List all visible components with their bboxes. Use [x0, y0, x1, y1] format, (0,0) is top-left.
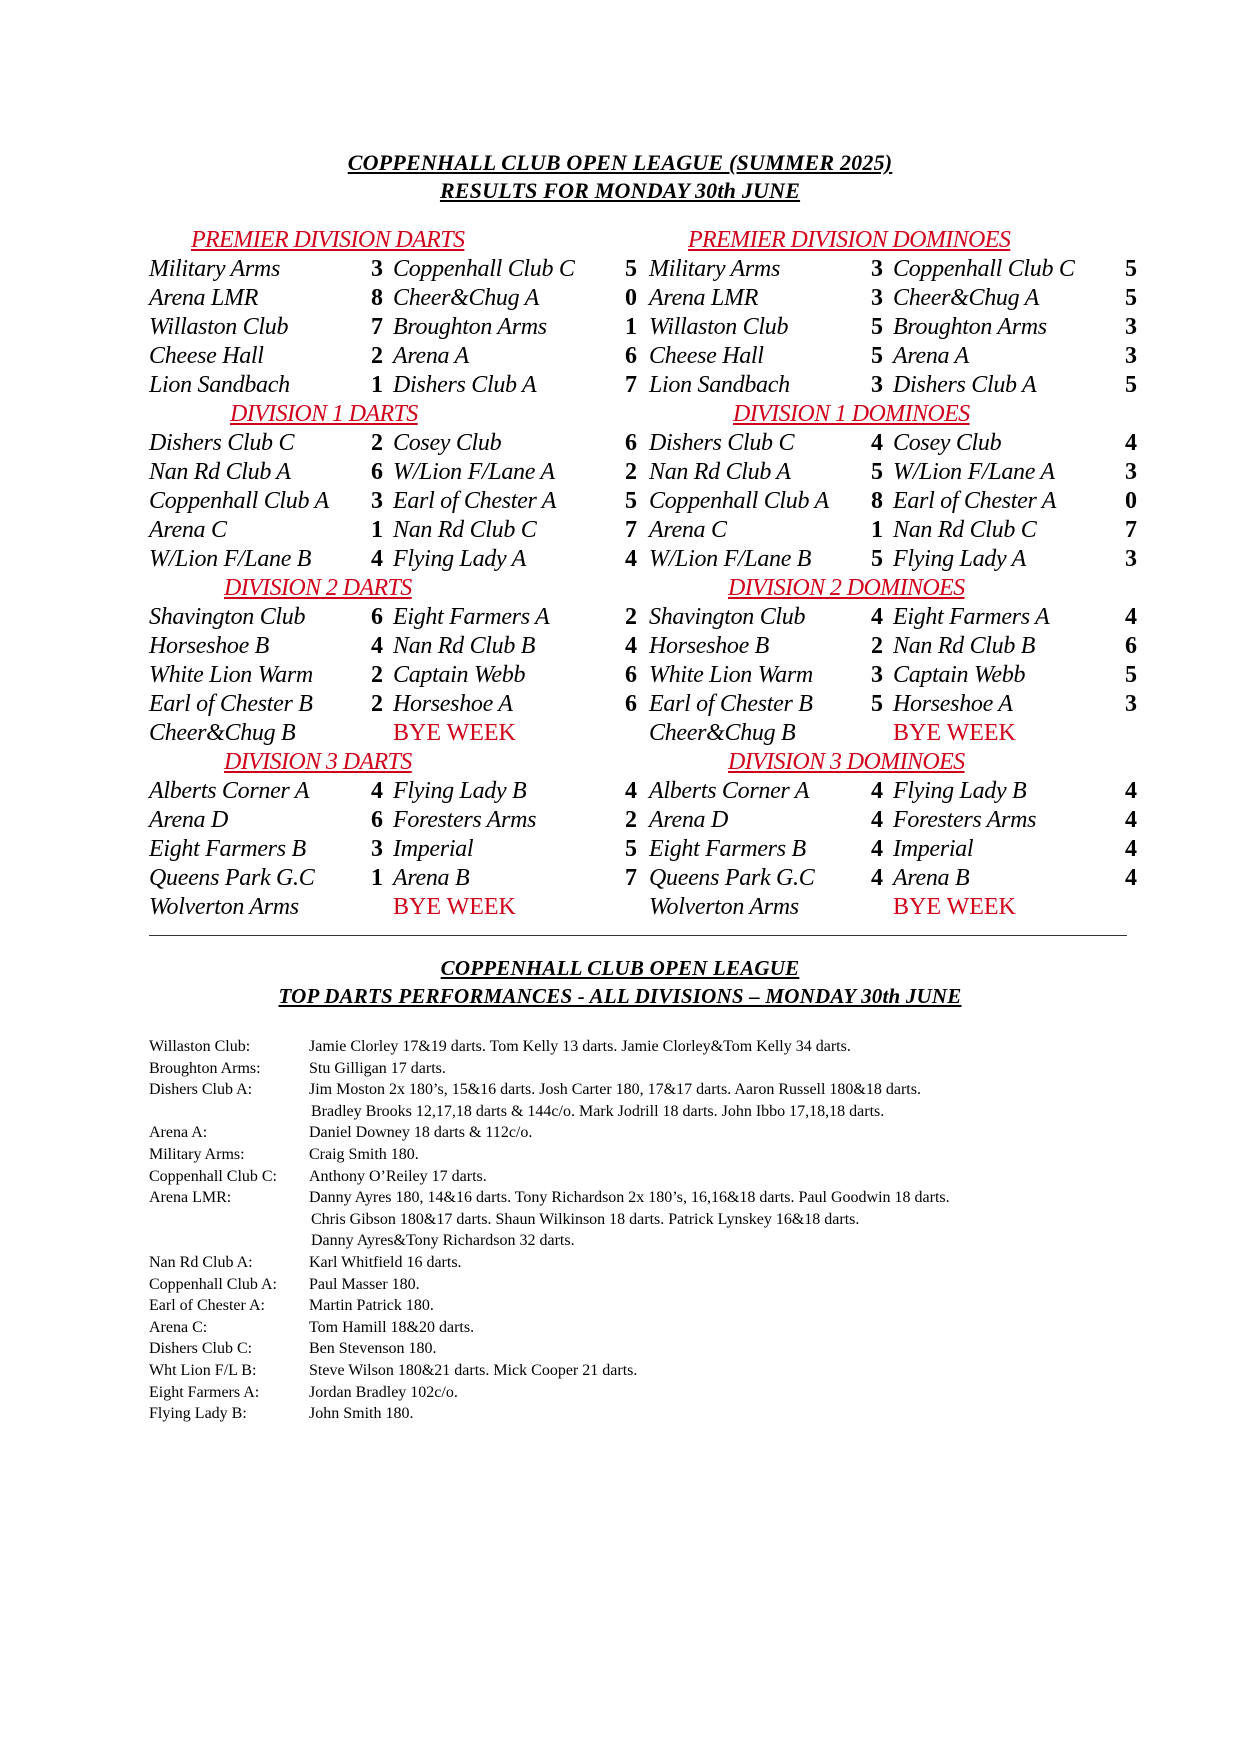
away-team: Nan Rd Club C — [893, 517, 1037, 543]
fixture-row — [649, 313, 1149, 342]
home-score: 5 — [871, 459, 883, 485]
away-team: Arena B — [393, 865, 470, 891]
fixture-row — [649, 893, 1149, 922]
home-team: Arena C — [149, 517, 227, 543]
home-team: Dishers Club C — [149, 430, 295, 456]
home-score: 4 — [871, 807, 883, 833]
home-team: Alberts Corner A — [649, 778, 810, 804]
performance-row — [149, 1317, 1129, 1339]
home-score: 6 — [371, 604, 383, 630]
performance-text: Steve Wilson 180&21 darts. Mick Cooper 21 darts. — [309, 1361, 638, 1379]
home-team: Nan Rd Club A — [149, 459, 291, 485]
home-score: 4 — [871, 836, 883, 862]
home-team: Wolverton Arms — [149, 894, 299, 920]
away-score: 5 — [1125, 256, 1137, 282]
away-score: 2 — [625, 604, 637, 630]
home-team: Cheese Hall — [149, 343, 264, 369]
away-score: 3 — [1125, 691, 1137, 717]
home-score: 1 — [371, 865, 383, 891]
home-team: Military Arms — [149, 256, 280, 282]
home-team: Horseshoe B — [649, 633, 770, 659]
fixture-row — [149, 864, 649, 893]
home-score: 6 — [371, 807, 383, 833]
fixture-row — [149, 371, 649, 400]
away-score: 5 — [625, 488, 637, 514]
away-team: Nan Rd Club B — [893, 633, 1036, 659]
performance-row — [149, 1382, 1129, 1404]
bye-week-label: BYE WEEK — [393, 720, 516, 746]
performance-club: Earl of Chester A: — [149, 1297, 265, 1315]
fixture-row — [149, 719, 649, 748]
away-score: 5 — [625, 256, 637, 282]
performance-row — [149, 1144, 1129, 1166]
fixture-row — [149, 835, 649, 864]
home-team: Arena D — [649, 807, 728, 833]
performance-row — [149, 1403, 1129, 1425]
away-score: 4 — [1125, 430, 1137, 456]
home-team: W/Lion F/Lane B — [149, 546, 312, 572]
performance-club: Dishers Club A: — [149, 1081, 253, 1099]
away-score: 4 — [625, 546, 637, 572]
page-title: COPPENHALL CLUB OPEN LEAGUE (SUMMER 2025) — [347, 150, 893, 175]
home-team: Eight Farmers B — [649, 836, 806, 862]
performance-club: Willaston Club: — [149, 1038, 251, 1055]
away-team: Eight Farmers A — [393, 604, 550, 630]
performance-club: Arena LMR: — [149, 1189, 232, 1207]
fixture-row — [649, 371, 1149, 400]
away-score: 7 — [625, 372, 637, 398]
performance-club: Arena A: — [149, 1124, 208, 1142]
performance-club: Coppenhall Club A: — [149, 1275, 277, 1293]
away-team: Broughton Arms — [893, 314, 1047, 340]
away-team: Imperial — [393, 836, 474, 862]
performance-row — [149, 1079, 1129, 1101]
home-team: Lion Sandbach — [149, 372, 290, 398]
fixture-row — [649, 835, 1149, 864]
away-score: 3 — [1125, 314, 1137, 340]
away-score: 4 — [625, 778, 637, 804]
home-team: Shavington Club — [649, 604, 806, 630]
bye-week-label: BYE WEEK — [893, 894, 1016, 920]
fixture-row — [649, 487, 1149, 516]
away-score: 4 — [1125, 604, 1137, 630]
home-team: Cheer&Chug B — [649, 720, 796, 746]
fixture-row — [149, 603, 649, 632]
away-score: 4 — [625, 633, 637, 659]
home-team: White Lion Warm — [149, 662, 313, 688]
division-heading: DIVISION 2 DOMINOES — [728, 575, 965, 601]
fixture-row — [149, 777, 649, 806]
performance-text: Daniel Downey 18 darts & 112c/o. — [309, 1124, 533, 1142]
home-team: Arena C — [649, 517, 727, 543]
fixture-row — [649, 545, 1149, 574]
away-score: 4 — [1125, 865, 1137, 891]
fixture-row — [649, 429, 1149, 458]
away-team: Earl of Chester A — [393, 488, 557, 514]
division-heading: PREMIER DIVISION DARTS — [191, 227, 465, 253]
away-team: Captain Webb — [893, 662, 1026, 688]
performance-text: Craig Smith 180. — [309, 1145, 419, 1163]
fixture-row — [149, 893, 649, 922]
away-score: 6 — [1125, 633, 1137, 659]
fixture-row — [149, 342, 649, 371]
away-score: 6 — [625, 662, 637, 688]
fixture-row — [649, 690, 1149, 719]
performance-club: Coppenhall Club C: — [149, 1167, 277, 1185]
away-score: 3 — [1125, 459, 1137, 485]
performance-club: Dishers Club C: — [149, 1340, 253, 1358]
fixture-row — [149, 429, 649, 458]
fixture-row — [649, 864, 1149, 893]
away-score: 7 — [625, 517, 637, 543]
performance-row — [149, 1101, 1129, 1123]
performance-row — [149, 1274, 1129, 1296]
fixture-row — [649, 516, 1149, 545]
performance-text: Jamie Clorley 17&19 darts. Tom Kelly 13 darts. Jamie Clorley&Tom Kelly 34 darts. — [309, 1038, 851, 1055]
home-score: 4 — [871, 604, 883, 630]
home-team: Wolverton Arms — [649, 894, 799, 920]
home-team: Queens Park G.C — [649, 865, 815, 891]
fixture-row — [149, 313, 649, 342]
performance-text: Stu Gilligan 17 darts. — [309, 1059, 446, 1077]
performance-row — [149, 1122, 1129, 1144]
away-score: 4 — [1125, 807, 1137, 833]
away-team: Arena A — [393, 343, 469, 369]
fixture-row — [649, 661, 1149, 690]
division-heading: DIVISION 1 DARTS — [230, 401, 418, 427]
away-team: Flying Lady A — [393, 546, 526, 572]
performance-club: Broughton Arms: — [149, 1059, 261, 1077]
away-team: Nan Rd Club C — [393, 517, 537, 543]
division-heading: DIVISION 1 DOMINOES — [733, 401, 970, 427]
away-team: Captain Webb — [393, 662, 526, 688]
away-score: 0 — [1125, 488, 1137, 514]
fixture-row — [649, 342, 1149, 371]
home-team: Cheer&Chug B — [149, 720, 296, 746]
fixture-row — [649, 806, 1149, 835]
bye-week-label: BYE WEEK — [893, 720, 1016, 746]
home-team: Queens Park G.C — [149, 865, 315, 891]
fixture-row — [149, 487, 649, 516]
away-team: Cheer&Chug A — [893, 285, 1039, 311]
home-team: White Lion Warm — [649, 662, 813, 688]
performance-club: Flying Lady B: — [149, 1405, 247, 1423]
fixture-row — [649, 719, 1149, 748]
division-heading: DIVISION 3 DOMINOES — [728, 749, 965, 775]
away-team: Nan Rd Club B — [393, 633, 536, 659]
away-team: Foresters Arms — [893, 807, 1037, 833]
away-score: 3 — [1125, 343, 1137, 369]
performance-club: Eight Farmers A: — [149, 1383, 260, 1401]
home-score: 5 — [871, 691, 883, 717]
fixture-row — [649, 777, 1149, 806]
away-score: 4 — [1125, 778, 1137, 804]
away-score: 2 — [625, 459, 637, 485]
home-team: Alberts Corner A — [149, 778, 310, 804]
away-team: Earl of Chester A — [893, 488, 1057, 514]
performance-row — [149, 1036, 1129, 1058]
away-team: Arena B — [893, 865, 970, 891]
home-score: 3 — [871, 372, 883, 398]
away-team: Dishers Club A — [893, 372, 1037, 398]
fixture-row — [149, 255, 649, 284]
away-score: 3 — [1125, 546, 1137, 572]
home-team: Eight Farmers B — [149, 836, 306, 862]
away-score: 6 — [625, 430, 637, 456]
performance-row — [149, 1209, 1129, 1231]
home-team: W/Lion F/Lane B — [649, 546, 812, 572]
away-team: W/Lion F/Lane A — [893, 459, 1055, 485]
away-score: 7 — [1125, 517, 1137, 543]
home-team: Shavington Club — [149, 604, 306, 630]
home-score: 1 — [371, 517, 383, 543]
home-score: 1 — [871, 517, 883, 543]
home-score: 3 — [371, 488, 383, 514]
home-team: Arena LMR — [149, 285, 259, 311]
home-score: 5 — [871, 343, 883, 369]
away-team: Cosey Club — [893, 430, 1002, 456]
home-score: 2 — [371, 691, 383, 717]
away-team: Eight Farmers A — [893, 604, 1050, 630]
performance-row — [149, 1295, 1129, 1317]
home-score: 3 — [371, 836, 383, 862]
home-score: 4 — [871, 865, 883, 891]
home-score: 5 — [871, 546, 883, 572]
home-score: 2 — [871, 633, 883, 659]
dominoes-results-column — [649, 226, 1149, 922]
away-team: Coppenhall Club C — [393, 256, 575, 282]
performance-row — [149, 1360, 1129, 1382]
division-heading: PREMIER DIVISION DOMINOES — [688, 227, 1011, 253]
performance-text: Tom Hamill 18&20 darts. — [309, 1318, 475, 1336]
fixture-row — [649, 458, 1149, 487]
home-team: Coppenhall Club A — [149, 488, 329, 514]
fixture-row — [149, 690, 649, 719]
home-score: 3 — [371, 256, 383, 282]
division-heading: DIVISION 2 DARTS — [224, 575, 412, 601]
home-team: Willaston Club — [649, 314, 789, 340]
home-score: 4 — [371, 778, 383, 804]
home-score: 3 — [871, 285, 883, 311]
away-score: 6 — [625, 691, 637, 717]
fixture-row — [149, 661, 649, 690]
performances-title: COPPENHALL CLUB OPEN LEAGUE — [440, 956, 800, 980]
home-score: 3 — [871, 256, 883, 282]
performance-row — [149, 1166, 1129, 1188]
fixture-row — [149, 545, 649, 574]
home-score: 8 — [871, 488, 883, 514]
home-score: 3 — [871, 662, 883, 688]
away-team: Coppenhall Club C — [893, 256, 1075, 282]
away-team: Horseshoe A — [893, 691, 1013, 717]
home-score: 4 — [871, 430, 883, 456]
away-team: Foresters Arms — [393, 807, 537, 833]
home-score: 7 — [371, 314, 383, 340]
performance-text: Chris Gibson 180&17 darts. Shaun Wilkinson 18 darts. Patrick Lynskey 16&18 darts. — [311, 1210, 860, 1228]
fixture-row — [149, 284, 649, 313]
home-team: Arena LMR — [649, 285, 759, 311]
home-team: Dishers Club C — [649, 430, 795, 456]
home-score: 2 — [371, 662, 383, 688]
away-team: Cheer&Chug A — [393, 285, 539, 311]
home-team: Arena D — [149, 807, 228, 833]
away-score: 5 — [1125, 662, 1137, 688]
performances-subtitle: TOP DARTS PERFORMANCES - ALL DIVISIONS – MONDAY 30th JUNE — [278, 984, 962, 1008]
away-team: W/Lion F/Lane A — [393, 459, 555, 485]
home-score: 6 — [371, 459, 383, 485]
home-team: Willaston Club — [149, 314, 289, 340]
fixture-row — [649, 284, 1149, 313]
page-subtitle: RESULTS FOR MONDAY 30th JUNE — [439, 178, 801, 203]
fixture-row — [149, 458, 649, 487]
home-score: 5 — [871, 314, 883, 340]
performance-text: Jordan Bradley 102c/o. — [309, 1383, 458, 1401]
performance-row — [149, 1338, 1129, 1360]
performance-text: Martin Patrick 180. — [309, 1297, 434, 1315]
performance-text: Danny Ayres 180, 14&16 darts. Tony Richardson 2x 180’s, 16,16&18 darts. Paul Goodwin 18 darts. — [309, 1189, 950, 1207]
darts-results-column — [149, 226, 649, 922]
performance-club: Nan Rd Club A: — [149, 1253, 253, 1271]
away-team: Imperial — [893, 836, 974, 862]
away-team: Dishers Club A — [393, 372, 537, 398]
fixture-row — [649, 632, 1149, 661]
away-team: Arena A — [893, 343, 969, 369]
performances-list — [149, 1036, 1129, 1425]
section-divider — [149, 935, 1127, 936]
home-team: Horseshoe B — [149, 633, 270, 659]
away-score: 5 — [1125, 285, 1137, 311]
performance-row — [149, 1187, 1129, 1209]
away-team: Flying Lady A — [893, 546, 1026, 572]
away-score: 5 — [1125, 372, 1137, 398]
home-team: Nan Rd Club A — [649, 459, 791, 485]
performance-text: Paul Masser 180. — [309, 1275, 420, 1293]
home-team: Cheese Hall — [649, 343, 764, 369]
home-score: 4 — [371, 546, 383, 572]
performance-club: Arena C: — [149, 1318, 208, 1336]
performance-text: Danny Ayres&Tony Richardson 32 darts. — [311, 1232, 575, 1250]
performance-text: Ben Stevenson 180. — [309, 1340, 437, 1358]
fixture-row — [149, 516, 649, 545]
home-team: Coppenhall Club A — [649, 488, 829, 514]
fixture-row — [149, 632, 649, 661]
performance-club: Military Arms: — [149, 1145, 245, 1163]
performance-row — [149, 1230, 1129, 1252]
away-team: Cosey Club — [393, 430, 502, 456]
away-team: Broughton Arms — [393, 314, 547, 340]
away-team: Horseshoe A — [393, 691, 513, 717]
home-score: 2 — [371, 430, 383, 456]
home-score: 8 — [371, 285, 383, 311]
away-score: 6 — [625, 343, 637, 369]
performance-row — [149, 1058, 1129, 1080]
home-team: Earl of Chester B — [649, 691, 813, 717]
away-score: 4 — [1125, 836, 1137, 862]
fixture-row — [649, 603, 1149, 632]
away-team: Flying Lady B — [893, 778, 1027, 804]
fixture-row — [649, 255, 1149, 284]
away-team: Flying Lady B — [393, 778, 527, 804]
home-team: Lion Sandbach — [649, 372, 790, 398]
home-score: 2 — [371, 343, 383, 369]
performance-club: Wht Lion F/L B: — [149, 1361, 257, 1379]
performance-text: John Smith 180. — [309, 1405, 414, 1423]
home-team: Military Arms — [649, 256, 780, 282]
performance-row — [149, 1252, 1129, 1274]
home-score: 4 — [371, 633, 383, 659]
fixture-row — [149, 806, 649, 835]
bye-week-label: BYE WEEK — [393, 894, 516, 920]
performance-text: Karl Whitfield 16 darts. — [309, 1253, 462, 1271]
home-score: 1 — [371, 372, 383, 398]
division-heading: DIVISION 3 DARTS — [224, 749, 412, 775]
away-score: 0 — [625, 285, 637, 311]
away-score: 5 — [625, 836, 637, 862]
home-team: Earl of Chester B — [149, 691, 313, 717]
away-score: 7 — [625, 865, 637, 891]
performance-text: Jim Moston 2x 180’s, 15&16 darts. Josh Carter 180, 17&17 darts. Aaron Russell 180&18 darts. — [309, 1081, 921, 1099]
performance-text: Anthony O’Reiley 17 darts. — [309, 1167, 487, 1185]
home-score: 4 — [871, 778, 883, 804]
away-score: 1 — [625, 314, 637, 340]
performance-text: Bradley Brooks 12,17,18 darts & 144c/o. Mark Jodrill 18 darts. John Ibbo 17,18,18 darts. — [311, 1102, 885, 1120]
away-score: 2 — [625, 807, 637, 833]
